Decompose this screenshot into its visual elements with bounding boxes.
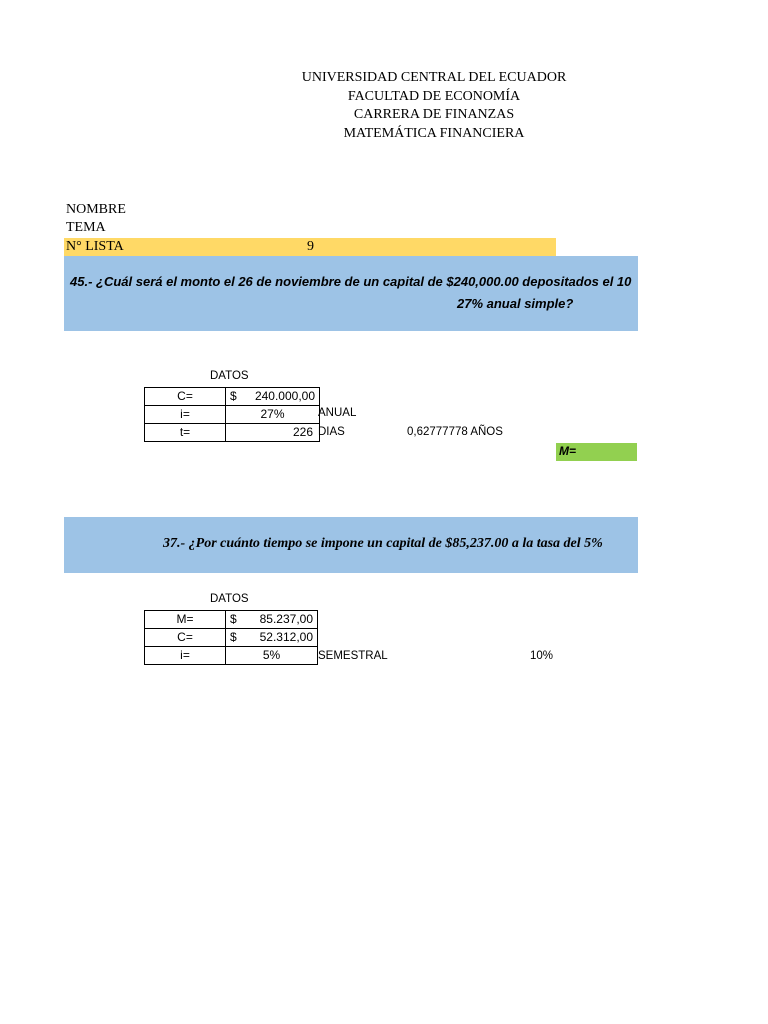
list-label: N° LISTA [66, 239, 124, 254]
table-row [145, 611, 318, 629]
row-label: C= [145, 629, 226, 647]
row-label: C= [145, 388, 226, 406]
problem1-question-line2: 27% anual simple? [457, 296, 574, 311]
years-value: 0,62777778 [407, 426, 468, 438]
problem2-rate-note: SEMESTRAL [318, 650, 388, 662]
table-row [145, 424, 320, 442]
row-label: i= [145, 406, 226, 424]
problem1-question-line1: 45.- ¿Cuál será el monto el 26 de noviembre de un capital de $240,000.00 depositados el 10 [70, 274, 632, 289]
career-title: CARRERA DE FINANZAS [353, 107, 515, 122]
problem1-question-box [64, 256, 638, 331]
problem2-annual-rate: 10% [530, 650, 554, 662]
problem1-years-row [407, 426, 503, 438]
currency-symbol: $ [230, 389, 237, 403]
name-label: NOMBRE [66, 202, 126, 217]
row-label: i= [145, 647, 226, 665]
table-row [145, 406, 320, 424]
years-unit: AÑOS [470, 426, 503, 438]
row-value: 52.312,00 [259, 630, 313, 644]
row-label: M= [145, 611, 226, 629]
problem1-result-cell [556, 443, 637, 461]
problem1-time-note: DIAS [318, 426, 345, 438]
university-title: UNIVERSIDAD CENTRAL DEL ECUADOR [301, 70, 567, 85]
problem1-datos-label: DATOS [210, 370, 249, 382]
currency-symbol: $ [230, 630, 237, 644]
faculty-title: FACULTAD DE ECONOMÍA [347, 88, 521, 104]
row-value: 226 [226, 424, 320, 442]
currency-symbol: $ [230, 612, 237, 626]
row-value: 85.237,00 [259, 612, 313, 626]
table-row [145, 647, 318, 665]
subject-title: MATEMÁTICA FINANCIERA [343, 125, 525, 141]
list-value: 9 [307, 239, 314, 254]
problem1-rate-note: ANUAL [318, 407, 357, 419]
topic-label: TEMA [66, 220, 106, 235]
problem2-data-table [144, 610, 318, 665]
row-value: 240.000,00 [254, 389, 315, 403]
result-label: M= [559, 444, 577, 458]
table-row [145, 629, 318, 647]
document-header [0, 69, 768, 143]
problem1-data-table [144, 387, 320, 442]
row-value: 27% [226, 406, 320, 424]
table-row [145, 388, 320, 406]
row-label: t= [145, 424, 226, 442]
problem2-question-line1: 37.- ¿Por cuánto tiempo se impone un capital de $85,237.00 a la tasa del 5% [163, 536, 603, 551]
problem2-question-box [64, 517, 638, 573]
list-number-row [64, 238, 556, 256]
problem2-datos-label: DATOS [210, 593, 249, 605]
row-value: 5% [226, 647, 318, 665]
